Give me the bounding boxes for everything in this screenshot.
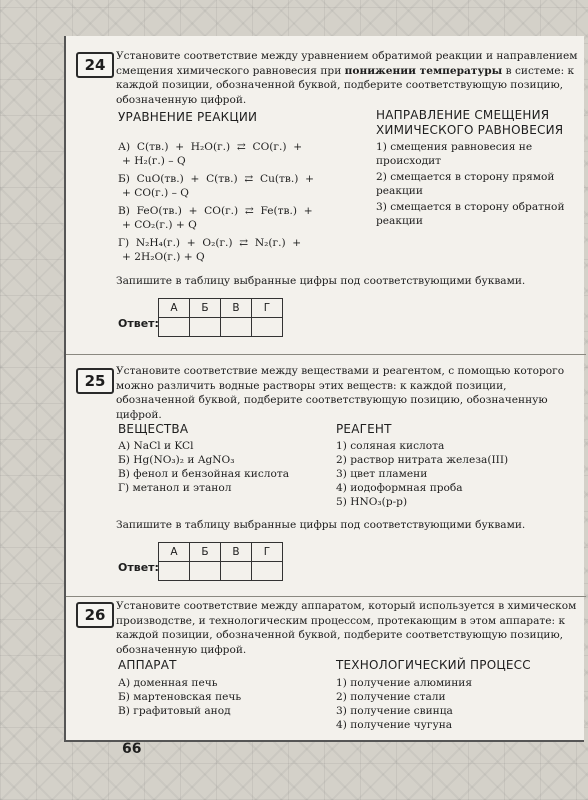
answer-table — [158, 542, 283, 581]
option-item: 2) смещается в сторону прямой реакции — [376, 171, 555, 197]
reagents-list — [336, 439, 576, 509]
apparatus-item: А) доменная печь — [118, 677, 218, 689]
reagent-item: 4) иодоформная проба — [336, 482, 463, 494]
option-item: 3) смещается в сторону обратной реакции — [376, 201, 565, 227]
section-divider — [66, 354, 586, 355]
answer-cell[interactable] — [159, 318, 190, 337]
answer-cell[interactable] — [190, 318, 221, 337]
section-divider — [66, 596, 586, 597]
answer-instruction: Запишите в таблицу выбранные цифры под соответствующими буквами. — [116, 275, 526, 287]
task-statement: Установите соответствие между веществами и реагентом, с помощью которого можно различить водные растворы этих веществ: к каждой позиции, обозначенной буквой, подберите соответствующую позицию, обозначенную цифрой. — [116, 365, 565, 421]
answer-cell[interactable] — [252, 318, 283, 337]
column-header-right-line2: ХИМИЧЕСКОГО РАВНОВЕСИЯ — [376, 123, 564, 137]
task-number-badge: 25 — [76, 368, 114, 394]
process-item: 1) получение алюминия — [336, 677, 473, 689]
substance-item: Г) метанол и этанол — [118, 482, 232, 494]
column-header-right: ТЕХНОЛОГИЧЕСКИЙ ПРОЦЕСС — [336, 658, 531, 672]
task-number-badge: 26 — [76, 602, 114, 628]
column-header-left: АППАРАТ — [118, 658, 177, 672]
answer-letter: Г — [252, 543, 283, 562]
answer-cell[interactable] — [221, 318, 252, 337]
statement-emphasis: понижении температуры — [344, 64, 503, 77]
answer-letter: А — [159, 543, 190, 562]
answer-letter: В — [221, 543, 252, 562]
substances-list — [118, 439, 328, 495]
process-item: 4) получение чугуна — [336, 719, 453, 731]
answer-cell[interactable] — [159, 562, 190, 581]
page-number: 66 — [122, 741, 142, 757]
reagent-item: 1) соляная кислота — [336, 440, 445, 452]
answer-table — [158, 298, 283, 337]
substance-item: Б) Hg(NO₃)₂ и AgNO₃ — [118, 454, 235, 466]
answer-letter: В — [221, 299, 252, 318]
apparatus-item: Б) мартеновская печь — [118, 691, 242, 703]
answer-letter: Г — [252, 299, 283, 318]
answer-letter: Б — [190, 543, 221, 562]
column-header-right-line1: НАПРАВЛЕНИЕ СМЕЩЕНИЯ — [376, 108, 550, 122]
answer-label: Ответ: — [118, 561, 159, 574]
task-number-badge: 24 — [76, 52, 114, 78]
answer-label: Ответ: — [118, 317, 159, 330]
column-header-right: РЕАГЕНТ — [336, 422, 392, 436]
column-header-left: УРАВНЕНИЕ РЕАКЦИИ — [118, 110, 258, 124]
answer-letter: А — [159, 299, 190, 318]
option-item: 1) смещения равновесия не происходит — [376, 141, 533, 167]
options-list — [376, 140, 582, 228]
reaction-item: Б) CuO(тв.) + C(тв.) ⇄ Cu(тв.) + + CO(г.) – Q — [118, 173, 314, 199]
substance-item: А) NaCl и KCl — [118, 440, 194, 452]
answer-cell[interactable] — [190, 562, 221, 581]
answer-instruction: Запишите в таблицу выбранные цифры под соответствующими буквами. — [116, 519, 526, 531]
apparatus-item: В) графитовый анод — [118, 705, 231, 717]
reagent-item: 3) цвет пламени — [336, 468, 428, 480]
statement-part-2: в системе: к каждой позиции, обозначенной буквой, подберите соответствующую позицию, обозначенную цифрой. — [116, 64, 575, 106]
answer-cell[interactable] — [252, 562, 283, 581]
substance-item: В) фенол и бензойная кислота — [118, 468, 290, 480]
answer-letter: Б — [190, 299, 221, 318]
statement-part-1: Установите соответствие между уравнением обратимой реакции и направлением смещения химического равновесия при — [116, 50, 578, 77]
textbook-page — [64, 36, 584, 742]
reactions-list — [118, 140, 368, 264]
column-header-right — [376, 108, 563, 138]
reaction-item: Г) N₂H₄(г.) + O₂(г.) ⇄ N₂(г.) + + 2H₂O(г.) + Q — [118, 237, 302, 263]
reaction-item: В) FeO(тв.) + CO(г.) ⇄ Fe(тв.) + + CO₂(г.) + Q — [118, 205, 313, 231]
task-statement — [116, 49, 582, 107]
task-statement: Установите соответствие между аппаратом, который используется в химическом производстве, и технологическим процессом, протекающим в этом аппарате: к каждой позиции, обозначенной буквой, подберите соответствующую позицию, обозначенную цифрой. — [116, 600, 577, 656]
reagent-item: 5) HNO₃(р-р) — [336, 496, 408, 508]
answer-cell[interactable] — [221, 562, 252, 581]
apparatus-list — [118, 676, 328, 718]
process-item: 3) получение свинца — [336, 705, 453, 717]
reagent-item: 2) раствор нитрата железа(III) — [336, 454, 509, 466]
column-header-left: ВЕЩЕСТВА — [118, 422, 189, 436]
processes-list — [336, 676, 576, 732]
reaction-item: А) C(тв.) + H₂O(г.) ⇄ CO(г.) + + H₂(г.) – Q — [118, 141, 303, 167]
process-item: 2) получение стали — [336, 691, 446, 703]
